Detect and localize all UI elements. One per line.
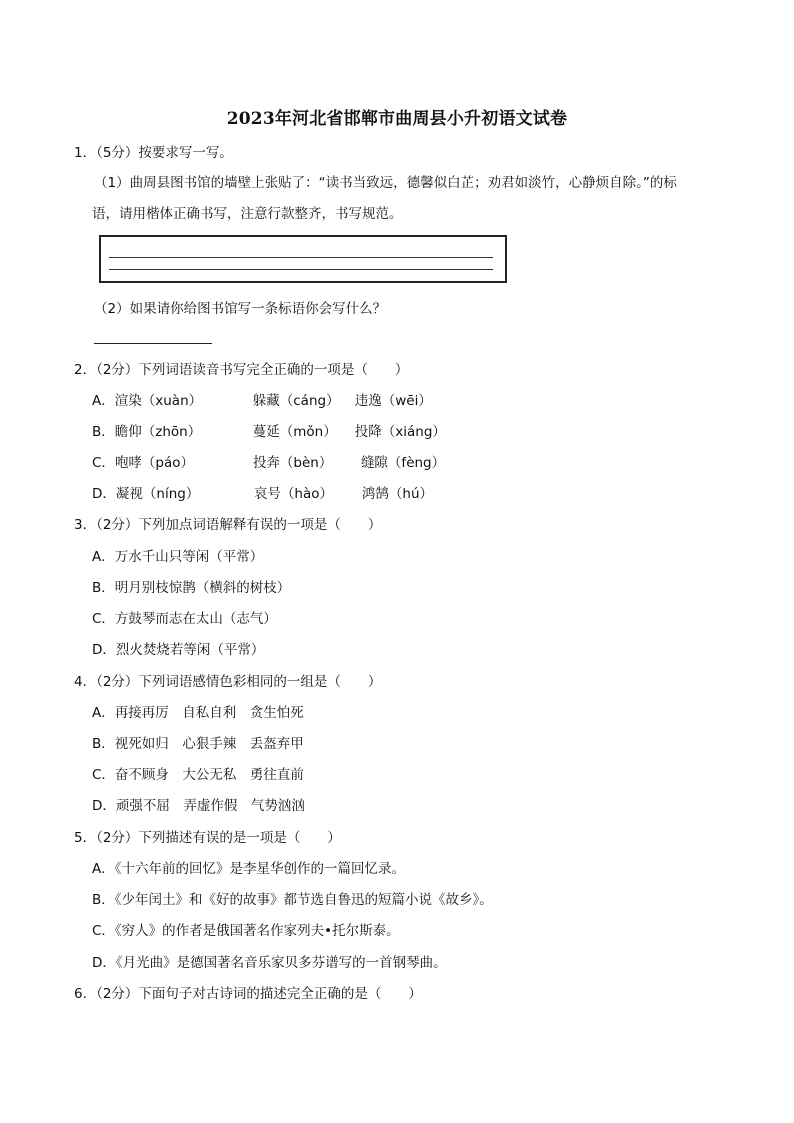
question-4-option-b[interactable]: B．视死如归 心狠手辣 丢盔弃甲 [92,736,304,752]
question-4-option-c[interactable]: C．奋不顾身 大公无私 勇往直前 [92,767,304,783]
question-1-sub2: （2）如果请你给图书馆写一条标语你会写什么？ [94,301,387,317]
exam-title: 2023年河北省邯郸市曲周县小升初语文试卷 [226,109,568,129]
option-label: B． [92,424,115,440]
option-item: 投降（xiáng） [354,424,446,440]
question-3-option-d[interactable]: D．烈火焚烧若等闲（平常） [92,642,265,658]
question-2-option-b[interactable] [92,422,446,442]
option-item: 瞻仰（zhōn） [114,424,202,440]
writing-rule-1 [109,257,493,258]
question-4-option-d[interactable]: D．顽强不屈 弄虚作假 气势汹汹 [92,798,305,814]
option-label: C． [92,455,115,471]
question-6-stem: 6．（2分）下面句子对古诗词的描述完全正确的是（ ） [74,986,422,1002]
question-3-option-b[interactable]: B．明月别枝惊鹊（横斜的树枝） [92,580,291,596]
handwriting-box[interactable] [99,235,507,283]
question-2-option-d[interactable] [92,484,433,504]
option-item: 蔓延（mǒn） [252,424,337,440]
question-5-option-c[interactable]: C．《穷人》的作者是俄国著名作家列夫•托尔斯泰。 [92,923,400,939]
option-item: 咆哮（páo） [114,455,195,471]
question-3-option-c[interactable]: C．方鼓琴而志在太山（志气） [92,611,277,627]
option-item: 违逸（wēi） [354,393,432,409]
answer-blank-line[interactable] [94,343,212,344]
option-item: 躲藏（cáng） [252,393,340,409]
option-item: 渲染（xuàn） [114,393,203,409]
option-item: 鸿鹄（hú） [361,486,434,502]
question-4-option-a[interactable]: A．再接再厉 自私自利 贪生怕死 [92,705,304,721]
question-1-sub1-line1: （1）曲周县图书馆的墙壁上张贴了：“读书当致远，德馨似白芷；劝君如淡竹，心静烦自除。”的标 [94,175,677,191]
question-2-option-a[interactable] [92,391,432,411]
question-3-option-a[interactable]: A．万水千山只等闲（平常） [92,549,264,565]
question-5-option-d[interactable]: D．《月光曲》是德国著名音乐家贝多芬谱写的一首钢琴曲。 [92,955,447,971]
question-1-stem: 1．（5分）按要求写一写。 [74,145,233,161]
writing-rule-2 [109,269,493,270]
option-item: 缝隙（fèng） [360,455,446,471]
question-2-stem: 2．（2分）下列词语读音书写完全正确的一项是（ ） [74,362,409,378]
option-item: 投奔（bèn） [252,455,333,471]
option-label: D． [92,486,116,502]
question-5-option-a[interactable]: A．《十六年前的回忆》是李星华创作的一篇回忆录。 [92,861,405,877]
question-4-stem: 4．（2分）下列词语感情色彩相同的一组是（ ） [74,674,382,690]
question-5-option-b[interactable]: B．《少年闰土》和《好的故事》都节选自鲁迅的短篇小说《故乡》。 [92,892,493,908]
question-1-sub1-line2: 语，请用楷体正确书写，注意行款整齐，书写规范。 [92,206,403,222]
option-label: A． [92,393,115,409]
question-2-option-c[interactable] [92,453,445,473]
option-item: 哀号（hào） [253,486,333,502]
option-item: 凝视（níng） [115,486,200,502]
question-3-stem: 3．（2分）下列加点词语解释有误的一项是（ ） [74,517,382,533]
question-5-stem: 5．（2分）下列描述有误的是一项是（ ） [74,830,341,846]
